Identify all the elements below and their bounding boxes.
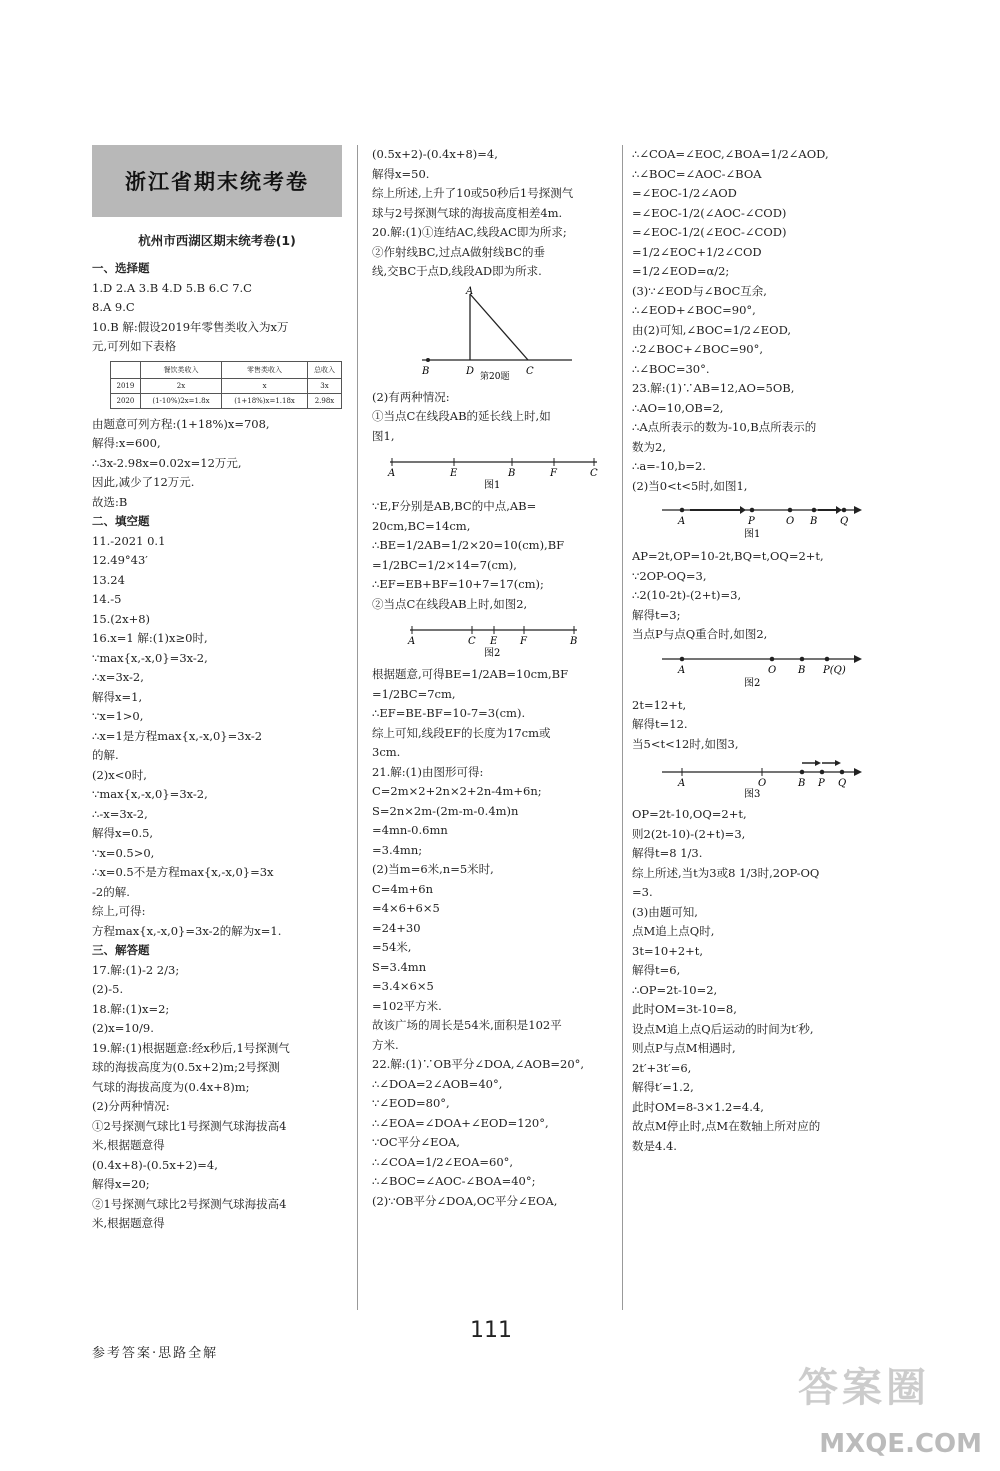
watermark-site: MXQE.COM — [819, 1429, 982, 1459]
point-label: P — [818, 778, 825, 789]
answer-line: ∴∠BOC=30°. — [632, 361, 710, 376]
answer-line: AP=2t,OP=10-2t,BQ=t,OQ=2+t, — [632, 549, 824, 563]
answer-line: ∵OC平分∠EOA, — [372, 1135, 460, 1149]
answer-line: 当点P与点Q重合时,如图2, — [632, 627, 768, 641]
figure-20-label-a: A — [466, 285, 474, 297]
table-cell: 2.98x — [307, 393, 341, 408]
answer-line: S=3.4mn — [372, 959, 427, 974]
answer-line: 解得t′=1.2, — [632, 1080, 694, 1094]
answer-line: -2的解. — [92, 884, 130, 899]
answer-line: 气球的海拔高度为(0.4x+8)m; — [92, 1079, 250, 1094]
column-2 — [372, 145, 612, 1211]
answer-line: 米,根据题意得 — [92, 1216, 165, 1230]
answer-line: ∴BE=1/2AB=1/2×20=10(cm),BF — [372, 538, 565, 552]
figure-2-caption: 图2 — [484, 648, 501, 658]
answer-line: 3t=10+2+t, — [632, 943, 704, 958]
answer-line: ∵E,F分别是AB,BC的中点,AB= — [372, 499, 537, 513]
point-label: P — [748, 516, 755, 527]
answer-line: 综上,可得: — [92, 904, 146, 918]
point-label: Q — [838, 778, 847, 789]
answer-line: 方米. — [372, 1037, 399, 1052]
footer-label: 参考答案·思路全解 — [92, 1346, 219, 1361]
answer-line: ∴∠EOA=∠DOA+∠EOD=120°, — [372, 1115, 549, 1130]
answer-line: ∴EF=EB+BF=10+7=17(cm); — [372, 577, 544, 591]
answer-line: ∴∠COA=1/2∠EOA=60°, — [372, 1154, 514, 1169]
answer-line: OP=2t-10,OQ=2+t, — [632, 807, 747, 821]
answer-line: 解得x=50. — [372, 166, 430, 181]
table-cell: 餐饮类收入 — [140, 361, 221, 378]
point-label: B — [810, 516, 818, 527]
answer-line: ∴∠DOA=2∠AOB=40°, — [372, 1076, 503, 1091]
answer-line: 由(2)可知,∠BOC=1/2∠EOD, — [632, 322, 792, 337]
table-row — [111, 393, 342, 408]
point-label: A — [678, 778, 686, 789]
point-marker — [800, 656, 805, 661]
answer-line: 8.A 9.C — [92, 300, 135, 314]
answers-block-10 — [632, 805, 872, 1156]
point-label: A — [678, 664, 686, 676]
answer-line: 10.B 解:假设2019年零售类收入为x万 — [92, 319, 289, 334]
answer-line: 数为2, — [632, 439, 666, 454]
answer-line: ∴-x=3x-2, — [92, 806, 148, 821]
answer-line: 一、选择题 — [92, 261, 150, 275]
answer-line: (2)x=10/9. — [92, 1021, 154, 1035]
answer-line: 20cm,BC=14cm, — [372, 518, 471, 533]
answer-line: =24+30 — [372, 920, 421, 935]
figure-20-label-b: B — [422, 365, 430, 377]
answer-line: =4×6+6×5 — [372, 901, 440, 915]
answer-line: ∵max{x,-x,0}=3x-2, — [92, 650, 208, 665]
table-cell: 2020 — [111, 393, 141, 408]
answer-line: =54米, — [372, 940, 412, 954]
answer-line: 11.-2021 0.1 — [92, 533, 166, 548]
point-marker — [800, 770, 805, 775]
answer-line: 13.24 — [92, 572, 125, 587]
answer-line: (2)∵OB平分∠DOA,OC平分∠EOA, — [372, 1193, 558, 1208]
page-number: 111 — [470, 1318, 512, 1343]
answer-line: 解得t=8 1/3. — [632, 846, 703, 860]
arrow-head — [835, 760, 841, 766]
point-label: F — [520, 636, 527, 647]
answer-line: =102平方米. — [372, 998, 442, 1013]
answer-line: C=2m×2+2n×2+2n-4m+6n; — [372, 784, 542, 798]
answer-line: 此时OM=8-3×1.2=4.4, — [632, 1099, 764, 1114]
answer-line: ①当点C在线段AB的延长线上时,如 — [372, 409, 551, 423]
point-label: B — [798, 778, 806, 789]
point-marker — [820, 770, 825, 775]
answer-line: (2)当0<t<5时,如图1, — [632, 478, 748, 493]
answer-line: ∵x=1>0, — [92, 709, 144, 723]
answers-block-3 — [372, 145, 612, 282]
point-marker — [842, 508, 847, 513]
answer-line: =1/2∠EOD=α/2; — [632, 264, 730, 278]
answer-line: =∠EOC-1/2(∠AOC-∠COD) — [632, 205, 787, 220]
answer-line: 综上所述,当t为3或8 1/3时,2OP-OQ — [632, 865, 820, 880]
point-marker — [825, 656, 830, 661]
number-line-figure-1 — [632, 500, 872, 543]
table-cell: 3x — [307, 378, 341, 393]
answer-line: 此时OM=3t-10=8, — [632, 1002, 737, 1016]
answer-line: 线,交BC于点D,线段AD即为所求. — [372, 264, 542, 278]
point-label: B — [508, 468, 516, 479]
arrow-head — [740, 506, 746, 514]
column-1 — [92, 145, 342, 1234]
answers-block-4 — [372, 388, 612, 447]
answer-line: 故选:B — [92, 494, 128, 509]
table-cell: (1-10%)2x=1.8x — [140, 393, 221, 408]
figure-20-label-d: D — [466, 365, 475, 377]
point-marker — [812, 508, 817, 513]
answer-line: (2)当m=6米,n=5米时, — [372, 862, 494, 876]
point-label: A — [408, 636, 416, 647]
answer-line: 14.-5 — [92, 592, 122, 606]
point-label: O — [768, 664, 777, 676]
point-label: A — [388, 468, 396, 479]
answers-block-5 — [372, 497, 612, 614]
answer-line: ∵x=0.5>0, — [92, 845, 155, 860]
answer-line: 的解. — [92, 748, 119, 762]
column-divider-2 — [622, 145, 623, 1310]
answer-line: 16.x=1 解:(1)x≥0时, — [92, 631, 208, 645]
figure-20 — [372, 286, 612, 384]
answer-line: 图1, — [372, 428, 395, 443]
point-label: E — [450, 468, 458, 479]
answer-line: (2)-5. — [92, 982, 124, 996]
answer-line: ∴2(10-2t)-(2+t)=3, — [632, 588, 742, 602]
answers-block-7 — [632, 145, 872, 496]
answer-line: ∴x=3x-2, — [92, 670, 144, 684]
answer-line: 15.(2x+8) — [92, 611, 151, 626]
answers-block-9 — [632, 696, 872, 755]
answer-line: C=4m+6n — [372, 881, 434, 896]
answer-line: ②作射线BC,过点A做射线BC的垂 — [372, 244, 545, 259]
answer-line: 球的海拔高度为(0.5x+2)m;2号探测 — [92, 1060, 280, 1074]
answer-line: (3)∵∠EOD与∠BOC互余, — [632, 283, 767, 298]
answer-line: ∴EF=BE-BF=10-7=3(cm). — [372, 706, 526, 720]
answer-line: 2t=12+t, — [632, 697, 687, 712]
exam-subtitle: 杭州市西湖区期末统考卷(1) — [138, 233, 296, 248]
table-cell: 2019 — [111, 378, 141, 393]
answer-line: 球与2号探测气球的海拔高度相差4m. — [372, 205, 563, 220]
point-label: O — [786, 516, 795, 527]
answer-line: 20.解:(1)①连结AC,线段AC即为所求; — [372, 225, 567, 239]
table-row — [111, 378, 342, 393]
number-line-2-caption: 图2 — [744, 677, 761, 689]
answer-line: 米,根据题意得 — [92, 1138, 165, 1152]
answer-line: (2)有两种情况: — [372, 389, 450, 404]
income-table — [110, 361, 342, 409]
answer-line: ∴AO=10,OB=2, — [632, 400, 724, 415]
answer-line: ∴x=0.5不是方程max{x,-x,0}=3x — [92, 865, 274, 879]
answer-line: (0.4x+8)-(0.5x+2)=4, — [92, 1157, 218, 1172]
answer-line: ∴A点所表示的数为-10,B点所表示的 — [632, 420, 817, 434]
answer-line: =1/2BC=7cm, — [372, 686, 456, 701]
point-label: A — [678, 516, 686, 527]
answer-line: ∴∠BOC=∠AOC-∠BOA — [632, 166, 762, 181]
answer-line: 由题意可列方程:(1+18%)x=708, — [92, 416, 270, 431]
answer-line: ②1号探测气球比2号探测气球海拔高4 — [92, 1196, 287, 1211]
answer-line: ∴3x-2.98x=0.02x=12万元, — [92, 455, 242, 470]
answer-line: 18.解:(1)x=2; — [92, 1001, 170, 1016]
answer-line: 3cm. — [372, 745, 401, 759]
answer-line: ∵∠EOD=80°, — [372, 1096, 450, 1110]
number-line-figure-3 — [632, 758, 872, 801]
figure-20-caption: 第20题 — [480, 371, 510, 381]
arrow-head — [815, 760, 821, 766]
answer-line: (0.5x+2)-(0.4x+8)=4, — [372, 147, 498, 161]
answer-line: 解得x=20; — [92, 1177, 150, 1191]
answer-line: 则2(2t-10)-(2+t)=3, — [632, 826, 746, 841]
answers-block-1 — [92, 259, 342, 357]
answer-line: 点M追上点Q时, — [632, 924, 715, 938]
answer-line: 设点M追上点Q后运动的时间为t′秒, — [632, 1021, 814, 1036]
point-label: E — [490, 636, 498, 647]
answer-line: (2)分两种情况: — [92, 1099, 170, 1113]
answer-line: 解得x=0.5, — [92, 826, 154, 840]
answer-line: 19.解:(1)根据题意:经x秒后,1号探测气 — [92, 1040, 290, 1055]
answer-line: ①2号探测气球比1号探测气球海拔高4 — [92, 1118, 287, 1133]
answer-line: 根据题意,可得BE=1/2AB=10cm,BF — [372, 667, 569, 681]
arrow-head — [836, 506, 842, 514]
answer-line: S=2n×2m-(2m-m-0.4m)n — [372, 803, 519, 818]
table-cell: (1+18%)x=1.18x — [222, 393, 308, 408]
answer-line: 三、解答题 — [92, 943, 150, 957]
figure-1-caption: 图1 — [484, 480, 501, 490]
table-cell — [111, 361, 141, 378]
answer-line: (3)由题可知, — [632, 904, 698, 919]
answer-line: 23.解:(1)∵AB=12,AO=5OB, — [632, 381, 795, 395]
answer-line: 则点P与点M相遇时, — [632, 1041, 736, 1055]
number-line-3-caption: 图3 — [744, 789, 761, 798]
answer-line: =3.4mn; — [372, 842, 423, 857]
answer-line: =∠EOC-1/2(∠EOC-∠COD) — [632, 225, 787, 239]
answer-line: 综上所述,上升了10或50秒后1号探测气 — [372, 186, 574, 200]
answer-line: 22.解:(1)∵OB平分∠DOA,∠AOB=20°, — [372, 1057, 585, 1071]
answer-line: 12.49°43′ — [92, 553, 148, 567]
point-marker — [840, 770, 845, 775]
answer-line: ∴∠BOC=∠AOC-∠BOA=40°; — [372, 1174, 536, 1188]
answer-line: 综上可知,线段EF的长度为17cm或 — [372, 725, 551, 740]
answer-line: 故点M停止时,点M在数轴上所对应的 — [632, 1119, 821, 1133]
answer-line: 解得t=3; — [632, 607, 681, 622]
point-label: C — [468, 636, 476, 647]
answers-block-8 — [632, 547, 872, 645]
column-divider-1 — [357, 145, 358, 1310]
answer-line: 方程max{x,-x,0}=3x-2的解为x=1. — [92, 923, 282, 938]
point-label: F — [550, 468, 557, 479]
point-marker — [788, 508, 793, 513]
answer-line: =1/2∠EOC+1/2∠COD — [632, 244, 762, 259]
answer-line: ∴x=1是方程max{x,-x,0}=3x-2 — [92, 728, 263, 743]
answer-line: 当5<t<12时,如图3, — [632, 736, 739, 751]
point-label: P(Q) — [823, 664, 846, 676]
answer-line: ∴a=-10,b=2. — [632, 459, 706, 473]
number-line-figure-2 — [632, 649, 872, 692]
answer-line: =3. — [632, 885, 653, 899]
answer-line: 元,可列如下表格 — [92, 339, 177, 353]
table-cell: 2x — [140, 378, 221, 393]
answer-line: 解得t=12. — [632, 717, 688, 731]
answer-line: 解得:x=600, — [92, 436, 161, 450]
answer-line: 数是4.4. — [632, 1138, 677, 1153]
answer-line: 故该广场的周长是54米,面积是102平 — [372, 1018, 562, 1032]
number-line-1-caption: 图1 — [744, 529, 761, 540]
answers-block-6 — [372, 665, 612, 1211]
answer-line: ∴∠EOD+∠BOC=90°, — [632, 303, 756, 317]
point-label: C — [590, 468, 598, 479]
point-label: O — [758, 778, 767, 789]
answer-line: 2t′+3t′=6, — [632, 1060, 692, 1075]
answer-line: ②当点C在线段AB上时,如图2, — [372, 596, 528, 611]
table-row — [111, 361, 342, 378]
figure-1-segment — [372, 450, 612, 493]
table-cell: 零售类收入 — [222, 361, 308, 378]
answer-line: 二、填空题 — [92, 514, 150, 528]
column-3 — [632, 145, 872, 1156]
answer-line: ∴∠COA=∠EOC,∠BOA=1/2∠AOD, — [632, 147, 829, 161]
answer-line: =∠EOC-1/2∠AOD — [632, 186, 737, 200]
point-marker — [680, 508, 685, 513]
answer-line: 21.解:(1)由图形可得: — [372, 764, 484, 779]
answer-line: 解得t=6, — [632, 963, 681, 977]
answer-line: =3.4×6×5 — [372, 979, 434, 993]
answer-line: 因此,减少了12万元. — [92, 475, 195, 489]
point-marker — [770, 656, 775, 661]
figure-20-label-c: C — [526, 365, 534, 377]
point-marker — [680, 656, 685, 661]
table-cell: 总收入 — [307, 361, 341, 378]
answer-line: ∴OP=2t-10=2, — [632, 982, 718, 997]
answer-line: =4mn-0.6mn — [372, 823, 448, 837]
answers-block-2 — [92, 415, 342, 1234]
point-label: B — [570, 636, 578, 647]
answer-line: ∵max{x,-x,0}=3x-2, — [92, 787, 208, 801]
section-banner: 浙江省期末统考卷 — [92, 145, 342, 217]
table-cell: x — [222, 378, 308, 393]
answer-line: =1/2BC=1/2×14=7(cm), — [372, 557, 517, 572]
watermark-logo: 答案圈 — [798, 1365, 930, 1411]
answer-line: 解得x=1, — [92, 689, 143, 704]
point-label: B — [798, 664, 806, 676]
point-marker — [750, 508, 755, 513]
answer-line: 1.D 2.A 3.B 4.D 5.B 6.C 7.C — [92, 280, 252, 295]
answer-line: ∴2∠BOC+∠BOC=90°, — [632, 342, 763, 356]
answer-line: ∵2OP-OQ=3, — [632, 568, 707, 583]
answer-line: (2)x<0时, — [92, 767, 147, 782]
figure-2-segment — [372, 618, 612, 661]
point-label: Q — [840, 516, 849, 527]
answer-line: 17.解:(1)-2 2/3; — [92, 962, 180, 977]
